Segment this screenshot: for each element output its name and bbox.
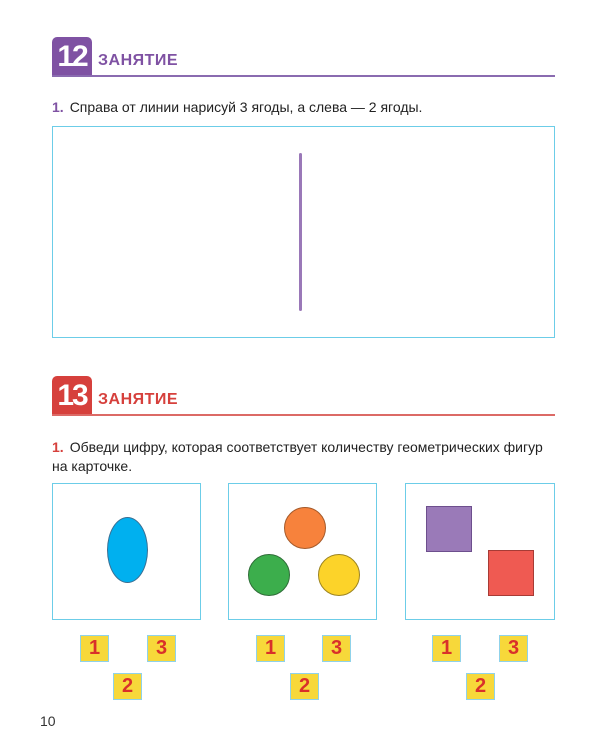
page-number: 10 bbox=[40, 713, 56, 729]
card-3 bbox=[405, 483, 555, 620]
lesson-13-divider bbox=[52, 414, 555, 416]
card-1-digit-2[interactable]: 2 bbox=[113, 673, 142, 700]
drawing-area[interactable] bbox=[52, 126, 555, 338]
lesson-13-task bbox=[52, 438, 557, 476]
card-3-digit-1[interactable]: 1 bbox=[432, 635, 461, 662]
card-1 bbox=[52, 483, 201, 620]
lesson-12-task-number: 1. bbox=[52, 99, 64, 115]
card-2 bbox=[228, 483, 377, 620]
lesson-12-number-badge: 12 bbox=[52, 37, 92, 77]
lesson-13-task-text: Обведи цифру, которая соответствует количеству геометрических фигур на карточке. bbox=[52, 439, 543, 474]
card-2-digit-1[interactable]: 1 bbox=[256, 635, 285, 662]
green-circle-shape bbox=[248, 554, 290, 596]
lesson-13-label: ЗАНЯТИЕ bbox=[98, 391, 179, 408]
lesson-13-header bbox=[52, 376, 555, 416]
lesson-12-task bbox=[52, 98, 557, 117]
card-3-digit-2[interactable]: 2 bbox=[466, 673, 495, 700]
yellow-circle-shape bbox=[318, 554, 360, 596]
card-2-digit-2[interactable]: 2 bbox=[290, 673, 319, 700]
lesson-12-label: ЗАНЯТИЕ bbox=[98, 52, 179, 69]
card-1-digit-3[interactable]: 3 bbox=[147, 635, 176, 662]
orange-circle-shape bbox=[284, 507, 326, 549]
lesson-12-header bbox=[52, 37, 555, 77]
red-square-shape bbox=[488, 550, 534, 596]
lesson-12-divider bbox=[52, 75, 555, 77]
lesson-13-number-badge: 13 bbox=[52, 376, 92, 416]
purple-square-shape bbox=[426, 506, 472, 552]
lesson-13-task-number: 1. bbox=[52, 439, 64, 455]
vertical-divider-line bbox=[299, 153, 302, 311]
card-3-digit-3[interactable]: 3 bbox=[499, 635, 528, 662]
lesson-12-task-text: Справа от линии нарисуй 3 ягоды, а слева — 2 ягоды. bbox=[69, 99, 423, 115]
card-1-digit-1[interactable]: 1 bbox=[80, 635, 109, 662]
blue-oval-shape bbox=[107, 517, 148, 583]
card-2-digit-3[interactable]: 3 bbox=[322, 635, 351, 662]
